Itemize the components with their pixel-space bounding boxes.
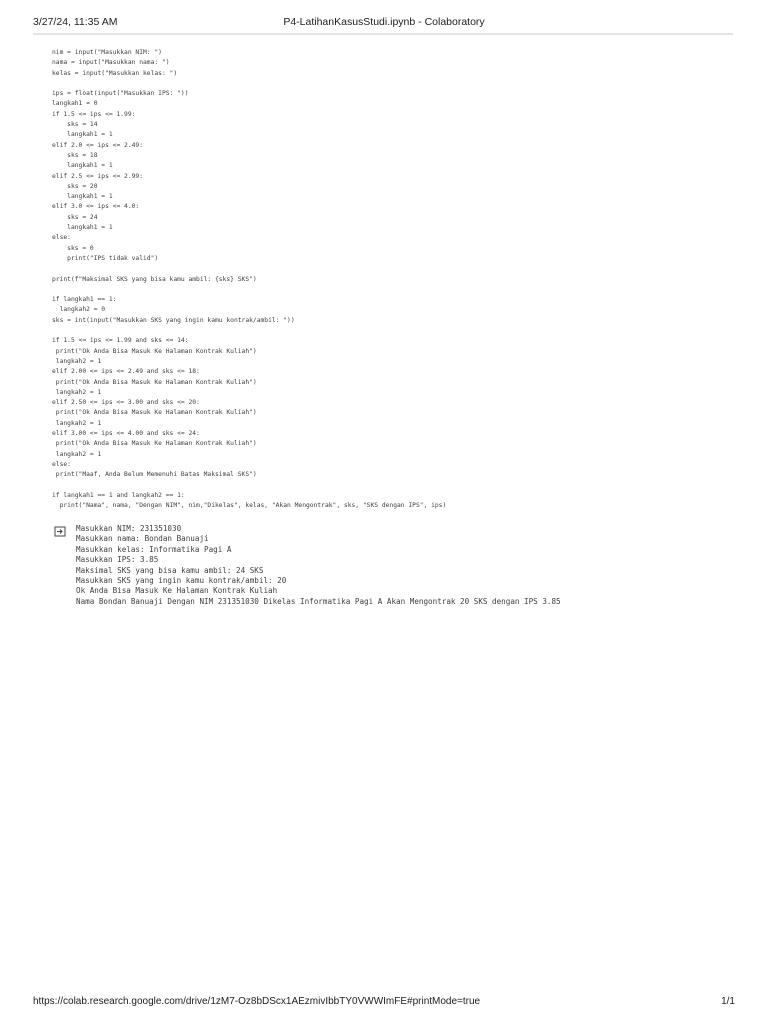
code-line: if langkah1 == 1 and langkah2 == 1: [52,491,185,499]
code-line: sks = 18 [52,151,98,159]
code-line: elif 3.00 <= ips <= 4.00 and sks <= 24: [52,429,200,437]
code-line: sks = 14 [52,121,98,129]
output-line: Ok Anda Bisa Masuk Ke Halaman Kontrak Kuliah [76,586,278,596]
code-line: sks = 24 [52,213,98,221]
output-line: Masukkan nama: Bondan Banuaji [76,534,209,544]
code-line: if langkah1 == 1: [52,296,117,304]
code-line: elif 2.5 <= ips <= 2.99: [52,172,143,180]
code-line: langkah2 = 1 [52,388,102,396]
code-line [52,285,732,295]
code-line: if 1.5 <= ips <= 1.99 and sks <= 14: [52,337,189,345]
output-line: Masukkan kelas: Informatika Pagi A [76,544,232,554]
print-header [0,0,768,34]
code-line: elif 2.00 <= ips <= 2.49 and sks <= 18: [52,368,200,376]
output-line: Masukkan SKS yang ingin kamu kontrak/ambil: 20 [76,575,287,585]
code-line: else: [52,460,71,468]
code-line: print("Maaf, Anda Belum Memenuhi Batas Maksimal SKS") [52,471,257,479]
code-line: sks = 20 [52,182,98,190]
code-line: else: [52,234,71,242]
page-number: 1/1 [721,996,735,1007]
code-line: print("IPS tidak valid") [52,254,159,262]
code-line: print("Nama", nama, "Dengan NIM", nim,"Dikelas", kelas, "Akan Mengontrak", sks, "SKS dengan IPS", ips) [52,502,447,510]
code-line: langkah2 = 0 [52,306,106,314]
code-line [52,79,732,89]
code-line: sks = int(input("Masukkan SKS yang ingin kamu kontrak/ambil: ")) [52,316,295,324]
page-title: P4-LatihanKasusStudi.ipynb - Colaboratory [283,16,485,28]
print-footer [0,994,768,1014]
code-line: print("Ok Anda Bisa Masuk Ke Halaman Kontrak Kuliah") [52,409,257,417]
code-line: langkah1 = 1 [52,193,113,201]
code-line: sks = 0 [52,244,94,252]
code-line: print(f"Maksimal SKS yang bisa kamu ambil: {sks} SKS") [52,275,257,283]
print-datetime: 3/27/24, 11:35 AM [33,16,118,28]
code-line: kelas = input("Masukkan kelas: ") [52,69,178,77]
header-divider [33,33,733,35]
code-line: nim = input("Masukkan NIM: ") [52,49,162,56]
output-arrow-icon[interactable] [54,524,66,535]
code-line: langkah1 = 1 [52,162,113,170]
code-line [52,326,732,336]
code-line [52,264,732,274]
code-line: print("Ok Anda Bisa Masuk Ke Halaman Kontrak Kuliah") [52,378,257,386]
code-line: print("Ok Anda Bisa Masuk Ke Halaman Kontrak Kuliah") [52,347,257,355]
code-line: print("Ok Anda Bisa Masuk Ke Halaman Kontrak Kuliah") [52,440,257,448]
output-line: Masukkan IPS: 3.85 [76,555,159,565]
code-line: if 1.5 <= ips <= 1.99: [52,110,136,118]
code-line: langkah1 = 1 [52,131,113,139]
code-line: langkah1 = 1 [52,224,113,232]
output-text [76,524,561,607]
output-line: Nama Bondan Banuaji Dengan NIM 231351030 Dikelas Informatika Pagi A Akan Mengontrak 20 SKS dengan IPS 3.85 [76,596,561,606]
code-line: nama = input("Masukkan nama: ") [52,59,170,67]
code-line: langkah2 = 1 [52,357,102,365]
code-line: elif 2.50 <= ips <= 3.00 and sks <= 20: [52,399,200,407]
code-line [52,480,732,490]
output-line: Masukkan NIM: 231351030 [76,524,182,533]
code-line: langkah2 = 1 [52,419,102,427]
page-url: https://colab.research.google.com/drive/1zM7-Oz8bDScx1AEzmivIbbTY0VWWImFE#printMode=true [33,996,481,1007]
code-cell[interactable] [52,48,732,511]
code-line: elif 3.0 <= ips <= 4.0: [52,203,140,211]
code-line: ips = float(input("Masukkan IPS: ")) [52,90,189,98]
output-line: Maksimal SKS yang bisa kamu ambil: 24 SKS [76,565,264,575]
code-line: langkah2 = 1 [52,450,102,458]
code-line: elif 2.0 <= ips <= 2.49: [52,141,143,149]
code-line: langkah1 = 0 [52,100,98,108]
